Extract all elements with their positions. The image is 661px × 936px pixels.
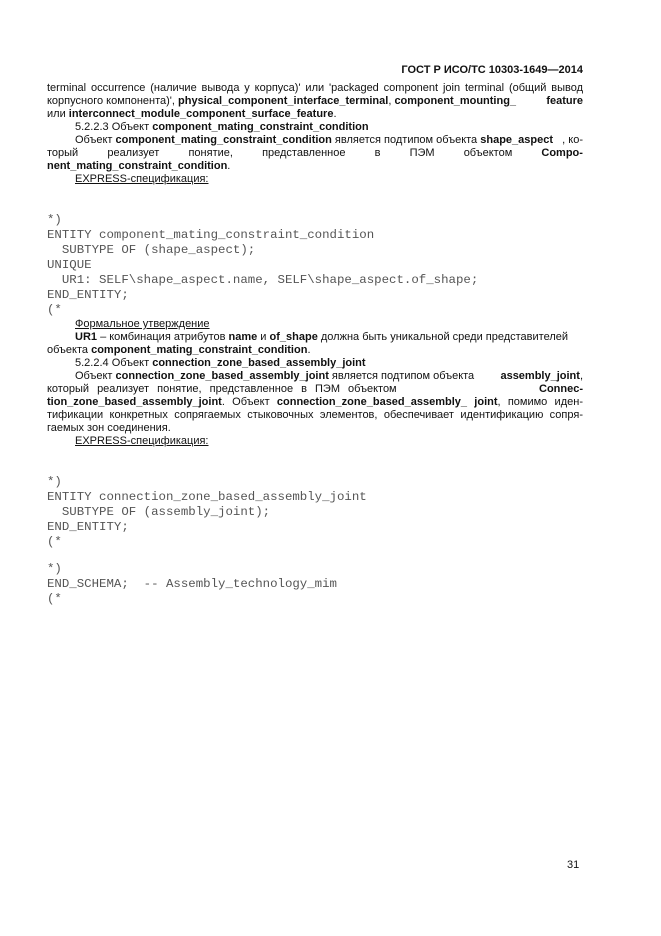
code-line: END_ENTITY; [47,520,129,534]
paragraph-line [47,108,583,121]
entity-name: tion_zone_based_assembly_joint [47,396,222,408]
text-run [75,134,553,147]
page-number: 31 [567,859,580,871]
paragraph-line [47,422,583,435]
text: который реализует понятие, представленное в ПЭМ объектом [47,383,397,395]
word: реализует [107,147,160,159]
text: корпусного компонента)', [47,95,179,107]
code-line: SUBTYPE OF (shape_aspect); [47,243,256,257]
text: и [257,331,270,343]
entity-name: Connec- [539,383,583,395]
entity-name: shape_aspect [480,134,553,146]
text: 5.2.2.4 Объект [75,357,153,369]
entity-name: component_mating_constraint_condition [91,344,308,356]
entity-name: joint [474,396,498,408]
section-heading [75,121,583,134]
text: terminal occurrence (наличие вывода у корпуса)' или 'packaged component join terminal (общий вывод [47,82,583,94]
code-line: END_ENTITY; [47,288,129,302]
attribute-name: of_shape [269,331,318,343]
text-run [500,370,583,383]
express-label [75,173,583,186]
entity-name: feature [546,95,583,107]
paragraph-line [47,147,583,160]
text: EXPRESS-спецификация: [75,435,209,447]
entity-name: connection_zone_based_assembly_ [276,396,468,408]
entity-name: component_mating_constraint_condition [115,134,332,146]
text: , [388,95,395,107]
text: 5.2.2.3 Объект [75,121,153,133]
paragraph-line [47,160,583,173]
paragraph-line [75,370,583,383]
code-line: (* [47,535,62,549]
entity-name: component_mounting_ [394,95,517,107]
code-line: UR1: SELF\shape_aspect.name, SELF\shape_aspect.of_shape; [47,273,479,287]
entity-name: assembly_joint [500,370,580,382]
word: ПЭМ [409,147,435,159]
document-header: ГОСТ Р ИСО/ТС 10303-1649—2014 [401,64,583,76]
code-line: ENTITY component_mating_constraint_condition [47,228,375,242]
word: в [374,147,381,159]
formal-statement-title [75,318,583,331]
paragraph-line [47,383,583,396]
word: понятие, [188,147,233,159]
text-run [47,95,516,108]
text: должна быть уникальной среди представителей [317,331,569,343]
paragraph-line [47,95,583,108]
text: является подтипом объекта [331,134,481,146]
code-line: *) [47,562,62,576]
word: представленное [262,147,346,159]
entity-name: component_mating_constraint_condition [152,121,369,133]
text-run [75,370,474,383]
paragraph-line [47,409,583,422]
text: EXPRESS-спецификация: [75,173,209,185]
code-line: SUBTYPE OF (assembly_joint); [47,505,271,519]
paragraph-line [75,331,583,344]
text: или [47,108,69,120]
entity-name: physical_component_interface_terminal [178,95,389,107]
express-label [75,435,583,448]
text: . [307,344,311,356]
express-code-block [47,547,337,607]
code-line: UNIQUE [47,258,92,272]
entity-name: interconnect_module_component_surface_feature [68,108,334,120]
entity-name: nent_mating_constraint_condition [47,160,228,172]
code-line: *) [47,213,62,227]
text: – комбинация атрибутов [97,331,229,343]
rule-id: UR1 [75,331,98,343]
paragraph-line [75,134,583,147]
word: объектом [463,147,513,159]
text: является подтипом объекта [328,370,475,382]
attribute-name: name [228,331,258,343]
paragraph-line [47,82,583,95]
paragraph-line [47,396,583,409]
code-line: (* [47,303,62,317]
text: , помимо иден- [497,396,583,408]
express-code-block [47,460,367,550]
code-line: END_SCHEMA; -- Assembly_technology_mim [47,577,337,591]
express-code-block [47,198,478,318]
entity-name: Compo- [541,147,583,159]
text: объекта [47,344,92,356]
text: , ко- [562,134,583,146]
entity-name: connection_zone_based_assembly_joint [152,357,366,369]
text: Объект [75,370,116,382]
text: . [333,108,337,120]
section-heading [75,357,583,370]
code-line: (* [47,592,62,606]
text: Формальное утверждение [75,318,210,330]
text: . [227,160,231,172]
entity-name: connection_zone_based_assembly_joint [115,370,329,382]
text: гаемых зон соединения. [47,422,171,434]
paragraph-line [47,344,583,357]
text: . Объект [221,396,277,408]
text: , [579,370,583,382]
word: торый [47,147,79,159]
text: Объект [75,134,116,146]
code-line: ENTITY connection_zone_based_assembly_joint [47,490,367,504]
text: тификации конкретных сопрягаемых стыковочных элементов, обеспечивает идентификацию сопря- [47,409,583,421]
code-line: *) [47,475,62,489]
